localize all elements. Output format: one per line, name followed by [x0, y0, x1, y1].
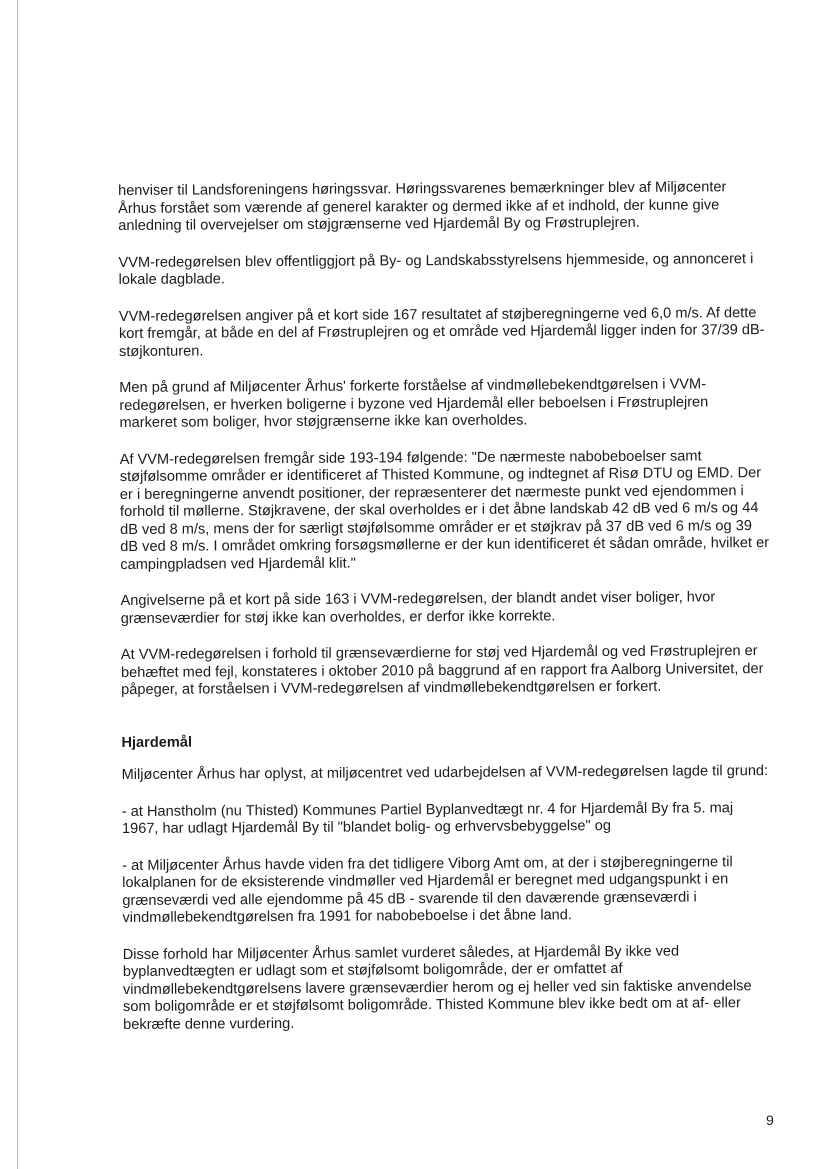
paragraph: VVM-redegørelsen blev offentliggjort på By- og Landskabsstyrelsens hjemmeside, og annonceret i lokale dagblade. [118, 250, 754, 288]
list-item: - at Miljøcenter Århus havde viden fra det tidligere Viborg Amt om, at der i støjberegningerne til lokalplanen for de eksisterende vindmøller ved Hjardemål er beregnet med udgangspunkt i en grænseværdi ved alle ejendomme på 45 dB - svarende til den daværende grænseværdi i vindmøllebekendtgørelsen fra 1991 for nabobeboelse i det åbne land. [122, 853, 733, 926]
paragraph: Miljøcenter Århus har oplyst, at miljøcentret ved udarbejdelsen af VVM-redegørelsen lagde til grund: [121, 763, 769, 783]
page-edge [17, 0, 18, 1169]
paragraph: Disse forhold har Miljøcenter Århus samlet vurderet således, at Hjardemål By ikke ved byplanvedtægten er udlagt som et støjfølsomt boligområde, der er omfattet af vindmøllebekendtgørelsens lavere grænseværdier herom og ej heller ved sin faktiske anvendelse som boligområde er et støjfølsomt boligområde. Thisted Kommune blev ikke bedt om at af- eller bekræfte denne vurdering. [122, 943, 752, 1033]
paragraph: Men på grund af Miljøcenter Århus' forkerte forståelse af vindmøllebekendtgørelsen i VVM-redegørelsen, er hverken boligerne i byzone ved Hjardemål eller beboelsen i Frøstruplejren markeret som boliger, hvor støjgrænserne ikke kan overholdes. [119, 376, 709, 431]
page-number: 9 [766, 1112, 774, 1128]
section-heading: Hjardemål [121, 734, 193, 751]
quote-paragraph: Af VVM-redegørelsen fremgår side 193-194 følgende: "De nærmeste nabobeboelser samt støjfølsomme områder er identificeret af Thisted Kommune, og indtegnet af Risø DTU og EMD. Der er i beregningerne anvendt positioner, der repræsenterer det nærmeste punkt ved ejendommen i forhold til møllerne. Støjkravene, der skal overholdes er i det åbne landskab 42 dB ved 6 m/s og 44 dB ved 8 m/s, mens der for særligt støjfølsomme områder er et støjkrav på 37 dB ved 6 m/s og 39 dB ved 8 m/s. I området omkring forsøgsmøllerne er der kun identificeret ét sådan område, hvilket er campingpladsen ved Hjardemål klit." [119, 447, 770, 573]
paragraph: henviser til Landsforeningens høringssvar. Høringssvarenes bemærkninger blev af Miljøcenter Århus forstået som værende af generel karakter og dermed ikke af et indhold, der kunne give anledning til overvejelser om støjgrænserne ved Hjardemål By og Frøstruplejren. [118, 179, 727, 234]
paragraph: VVM-redegørelsen angiver på et kort side 167 resultatet af støjberegningerne ved 6,0 m/s. Af dette kort fremgår, at både en del af Frøstruplejren og et område ved Hjardemål ligger inden for 37/39 dB-støjkonturen. [118, 304, 765, 360]
paragraph: At VVM-redegørelsen i forhold til grænseværdierne for støj ved Hjardemål og ved Frøstruplejren er behæftet med fejl, konstateres i oktober 2010 på baggrund af en rapport fra Aalborg Universitet, der påpeger, at forståelsen i VVM-redegørelsen af vindmøllebekendtgørelsen er forkert. [120, 643, 764, 698]
list-item: - at Hanstholm (nu Thisted) Kommunes Partiel Byplanvedtægt nr. 4 for Hjardemål By fra 5. maj 1967, har udlagt Hjardemål By til "blandet bolig- og erhvervsbebyggelse" og [121, 799, 734, 837]
paragraph: Angivelserne på et kort på side 163 i VVM-redegørelsen, der blandt andet viser boliger, hvor grænseværdier for støj ikke kan overholdes, er derfor ikke korrekte. [120, 589, 716, 627]
document-body [118, 179, 773, 1053]
